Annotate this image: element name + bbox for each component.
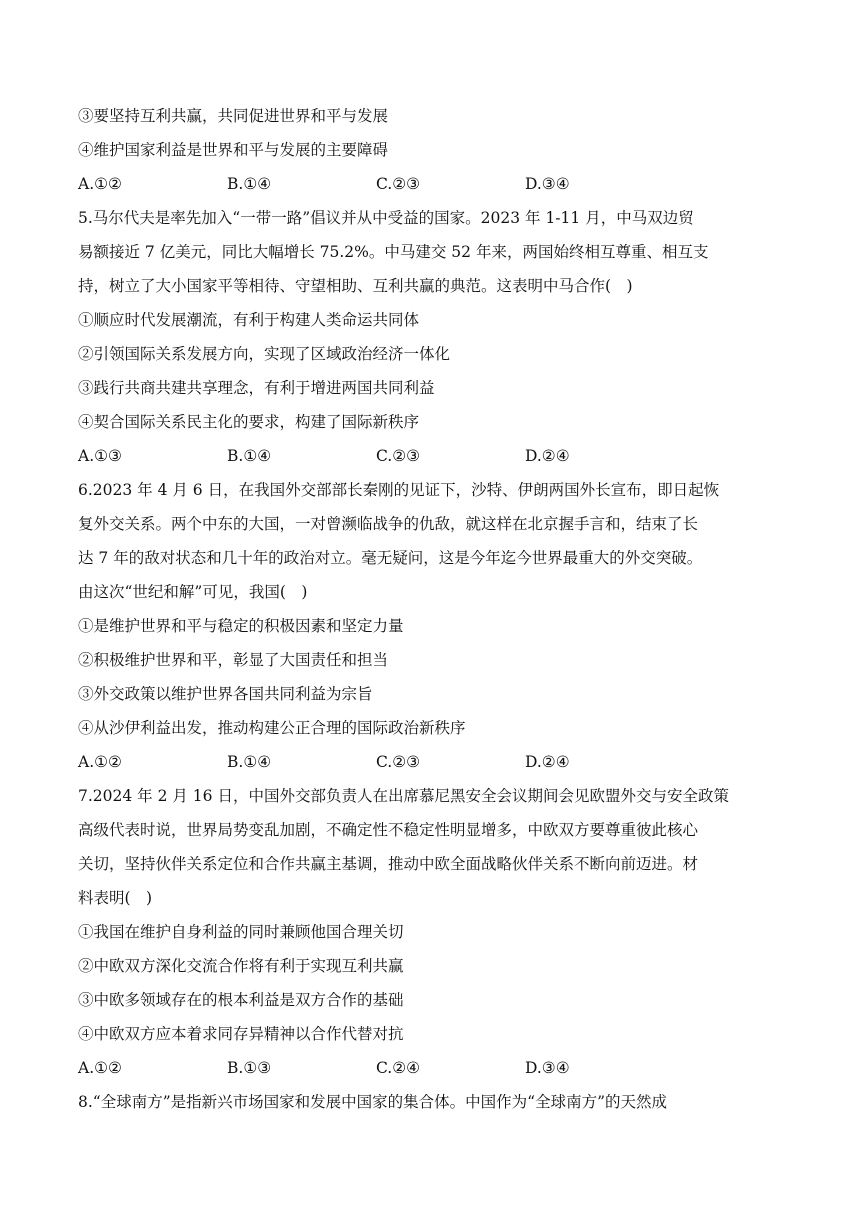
q7-options (78, 1051, 784, 1085)
q5-option-d: D.②④ (525, 447, 570, 465)
q6-item-4: ④从沙伊利益出发，推动构建公正合理的国际政治新秩序 (78, 719, 466, 737)
q7-option-d: D.③④ (525, 1059, 570, 1077)
q7-item-3: ③中欧多领域存在的根本利益是双方合作的基础 (78, 991, 404, 1009)
q5-item-2: ②引领国际关系发展方向，实现了区域政治经济一体化 (78, 345, 451, 363)
q6-option-a: A.①② (78, 753, 122, 771)
q4-option-d: D.③④ (525, 175, 570, 193)
q5-item-4: ④契合国际关系民主化的要求，构建了国际新秩序 (78, 413, 420, 431)
q6-item-2: ②积极维护世界和平，彰显了大国责任和担当 (78, 651, 389, 669)
q5-stem-line: 易额接近 7 亿美元，同比大幅增长 75.2%。中马建交 52 年来，两国始终相互尊重、相互支 (78, 243, 709, 261)
q4-options (78, 167, 784, 201)
q5-item-1: ①顺应时代发展潮流，有利于构建人类命运共同体 (78, 311, 420, 329)
q6-stem-line: 由这次“世纪和解”可见，我国( ) (78, 583, 308, 601)
q5-option-a: A.①③ (78, 447, 122, 465)
q7-stem-line: 7.2024 年 2 月 16 日，中国外交部负责人在出席慕尼黑安全会议期间会见欧盟外交与安全政策 (78, 787, 729, 805)
q7-item-2: ②中欧双方深化交流合作将有利于实现互利共赢 (78, 957, 404, 975)
q7-stem-line: 高级代表时说，世界局势变乱加剧，不确定性不稳定性明显增多，中欧双方要尊重彼此核心 (78, 821, 699, 839)
q5-item-3: ③践行共商共建共享理念，有利于增进两国共同利益 (78, 379, 435, 397)
q6-option-b: B.①④ (227, 753, 272, 771)
q5-stem-line: 5.马尔代夫是率先加入“一带一路”倡议并从中受益的国家。2023 年 1-11 月，中马双边贸 (78, 209, 694, 227)
q6-item-1: ①是维护世界和平与稳定的积极因素和坚定力量 (78, 617, 404, 635)
q7-stem-line: 料表明( ) (78, 889, 153, 907)
q7-option-c: C.②④ (376, 1059, 421, 1077)
q6-option-c: C.②③ (376, 753, 421, 771)
q7-item-4: ④中欧双方应本着求同存异精神以合作代替对抗 (78, 1025, 404, 1043)
q7-option-a: A.①② (78, 1059, 122, 1077)
q6-stem-line: 复外交关系。两个中东的大国，一对曾濒临战争的仇敌，就这样在北京握手言和，结束了长 (78, 515, 699, 533)
q6-item-3: ③外交政策以维护世界各国共同利益为宗旨 (78, 685, 373, 703)
q5-options (78, 439, 784, 473)
q7-option-b: B.①③ (227, 1059, 272, 1077)
q6-stem-line: 达 7 年的敌对状态和几十年的政治对立。毫无疑问，这是今年迄今世界最重大的外交突破。 (78, 549, 703, 567)
q6-options (78, 745, 784, 779)
q4-option-b: B.①④ (227, 175, 272, 193)
q7-item-1: ①我国在维护自身利益的同时兼顾他国合理关切 (78, 923, 404, 941)
q4-item-4: ④维护国家利益是世界和平与发展的主要障碍 (78, 141, 389, 159)
q4-option-a: A.①② (78, 175, 122, 193)
document-page (78, 99, 784, 1119)
q4-item-3: ③要坚持互利共赢，共同促进世界和平与发展 (78, 107, 389, 125)
q5-option-c: C.②③ (376, 447, 421, 465)
q6-stem-line: 6.2023 年 4 月 6 日，在我国外交部部长秦刚的见证下，沙特、伊朗两国外长宣布，即日起恢 (78, 481, 720, 499)
q6-option-d: D.②④ (525, 753, 570, 771)
q8-stem-line: 8.“全球南方”是指新兴市场国家和发展中国家的集合体。中国作为“全球南方”的天然成 (78, 1093, 667, 1111)
q4-option-c: C.②③ (376, 175, 421, 193)
q5-stem-line: 持，树立了大小国家平等相待、守望相助、互利共赢的典范。这表明中马合作( ) (78, 277, 633, 295)
q7-stem-line: 关切，坚持伙伴关系定位和合作共赢主基调，推动中欧全面战略伙伴关系不断向前迈进。材 (78, 855, 699, 873)
q5-option-b: B.①④ (227, 447, 272, 465)
